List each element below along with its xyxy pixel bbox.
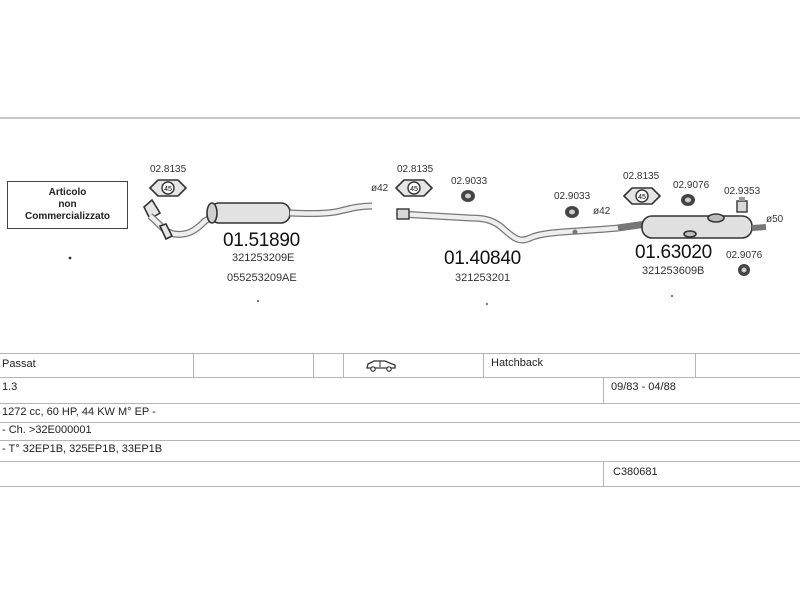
notice-line-2: non <box>58 199 77 210</box>
rear-silencer <box>618 214 766 238</box>
front-silencer-oem-1: 321253209E <box>232 252 295 264</box>
pipe-size-2: ø42 <box>593 206 611 217</box>
front-silencer-oem-2: 055253209AE <box>227 272 297 284</box>
notice-line-3: Commercializzato <box>24 211 111 222</box>
clamp-icon <box>396 180 432 196</box>
middle-pipe <box>397 209 618 240</box>
rubber-mount-icon <box>681 194 695 206</box>
clamp-icon <box>624 188 660 204</box>
front-silencer-number: 01.51890 <box>223 230 300 251</box>
vehicle-engine: 1.3 <box>2 381 18 393</box>
rear-mount-1-number: 02.9076 <box>673 180 710 191</box>
vehicle-table <box>0 353 800 487</box>
middle-mount-1-number: 02.9033 <box>451 176 488 187</box>
rear-clamp-number: 02.8135 <box>623 171 660 182</box>
middle-mount-2-number: 02.9033 <box>554 191 591 202</box>
rubber-mount-icon <box>461 190 475 202</box>
front-silencer <box>207 203 372 223</box>
vehicle-body: Hatchback <box>491 357 543 369</box>
rubber-mount-icon <box>738 264 750 276</box>
notice-line-1: Articolo <box>48 187 87 198</box>
front-pipe <box>144 200 210 239</box>
middle-pipe-oem: 321253201 <box>455 272 511 284</box>
rear-mount-3-number: 02.9076 <box>726 250 763 261</box>
vehicle-specs: 1272 cc, 60 HP, 44 KW M° EP - <box>2 406 156 418</box>
tail-size: ø50 <box>766 214 784 225</box>
rubber-mount-icon <box>565 206 579 218</box>
clamp-icon <box>150 180 186 196</box>
rear-mount-2-number: 02.9353 <box>724 186 761 197</box>
middle-pipe-number: 01.40840 <box>444 248 521 269</box>
kit-code: C380681 <box>613 466 658 478</box>
clamp-size-label: 45 <box>410 186 418 193</box>
vehicle-types: - T° 32EP1B, 325EP1B, 33EP1B <box>2 443 163 455</box>
vehicle-chassis: - Ch. >32E000001 <box>2 424 92 436</box>
rear-silencer-number: 01.63020 <box>635 242 712 263</box>
bracket-icon <box>737 197 747 212</box>
clamp-size-label: 45 <box>164 186 172 193</box>
front-clamp-number: 02.8135 <box>150 164 187 175</box>
rear-silencer-oem: 321253609B <box>642 265 705 277</box>
clamp-size-label: 45 <box>638 194 646 201</box>
pipe-size-1: ø42 <box>371 183 389 194</box>
vehicle-model: Passat <box>2 358 36 370</box>
vehicle-years: 09/83 - 04/88 <box>611 381 676 393</box>
hatchback-car-icon <box>365 358 397 375</box>
middle-clamp-number: 02.8135 <box>397 164 434 175</box>
